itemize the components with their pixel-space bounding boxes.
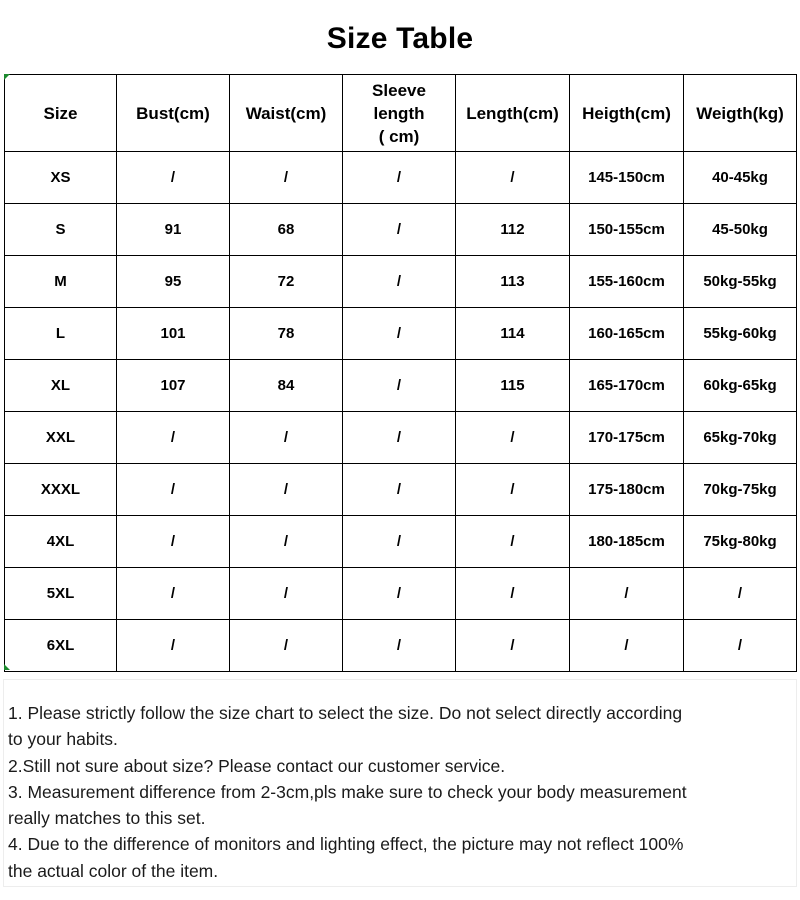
cell-height: / <box>570 568 684 620</box>
cell-length: / <box>456 412 570 464</box>
cell-size: XS <box>5 152 117 204</box>
cell-size: 5XL <box>5 568 117 620</box>
cell-waist: 84 <box>230 360 343 412</box>
header-sleeve-line-3: ( cm) <box>378 126 420 146</box>
cell-height: / <box>570 620 684 672</box>
page-title: Size Table <box>326 22 474 55</box>
cell-weight: 70kg-75kg <box>684 464 797 516</box>
header-sleeve-line-1: Sleeve <box>372 80 426 100</box>
cell-bust: 91 <box>117 204 230 256</box>
cell-sleeve: / <box>343 620 456 672</box>
size-table <box>4 74 797 672</box>
corner-accent-top <box>4 74 10 80</box>
table-row <box>5 360 797 412</box>
header-waist: Waist(cm) <box>230 75 343 152</box>
cell-sleeve: / <box>343 464 456 516</box>
cell-weight: 75kg-80kg <box>684 516 797 568</box>
cell-bust: 101 <box>117 308 230 360</box>
cell-weight: 65kg-70kg <box>684 412 797 464</box>
cell-length: / <box>456 152 570 204</box>
cell-waist: / <box>230 516 343 568</box>
table-row <box>5 412 797 464</box>
cell-waist: 78 <box>230 308 343 360</box>
note-2-line-1: 2.Still not sure about size? Please contact our customer service. <box>8 755 506 776</box>
table-row <box>5 308 797 360</box>
table-row <box>5 464 797 516</box>
table-row <box>5 152 797 204</box>
cell-length: 115 <box>456 360 570 412</box>
cell-waist: 72 <box>230 256 343 308</box>
cell-height: 165-170cm <box>570 360 684 412</box>
cell-length: 112 <box>456 204 570 256</box>
cell-bust: / <box>117 464 230 516</box>
cell-weight: / <box>684 568 797 620</box>
cell-size: 4XL <box>5 516 117 568</box>
note-3-line-1: 3. Measurement difference from 2-3cm,pls make sure to check your body measurement <box>8 781 687 802</box>
cell-bust: / <box>117 152 230 204</box>
cell-waist: 68 <box>230 204 343 256</box>
cell-length: / <box>456 516 570 568</box>
cell-waist: / <box>230 152 343 204</box>
cell-size: 6XL <box>5 620 117 672</box>
cell-bust: / <box>117 620 230 672</box>
header-sleeve-line-2: length <box>373 103 425 123</box>
note-4-line-2: the actual color of the item. <box>8 860 219 881</box>
cell-waist: / <box>230 464 343 516</box>
table-row <box>5 568 797 620</box>
corner-accent-bottom <box>4 664 10 670</box>
cell-sleeve: / <box>343 516 456 568</box>
cell-length: / <box>456 568 570 620</box>
cell-height: 150-155cm <box>570 204 684 256</box>
cell-sleeve: / <box>343 360 456 412</box>
note-1-line-2: to your habits. <box>8 729 118 750</box>
cell-size: S <box>5 204 117 256</box>
cell-height: 145-150cm <box>570 152 684 204</box>
cell-length: / <box>456 620 570 672</box>
cell-bust: / <box>117 516 230 568</box>
header-length: Length(cm) <box>456 75 570 152</box>
table-header-row <box>5 75 797 152</box>
cell-waist: / <box>230 568 343 620</box>
cell-bust: 95 <box>117 256 230 308</box>
cell-waist: / <box>230 620 343 672</box>
cell-weight: 45-50kg <box>684 204 797 256</box>
table-row <box>5 516 797 568</box>
cell-bust: / <box>117 568 230 620</box>
cell-sleeve: / <box>343 256 456 308</box>
cell-sleeve: / <box>343 204 456 256</box>
cell-bust: / <box>117 412 230 464</box>
cell-sleeve: / <box>343 568 456 620</box>
cell-sleeve: / <box>343 412 456 464</box>
cell-sleeve: / <box>343 152 456 204</box>
cell-weight: / <box>684 620 797 672</box>
cell-weight: 40-45kg <box>684 152 797 204</box>
note-4-line-1: 4. Due to the difference of monitors and lighting effect, the picture may not reflect 100% <box>8 834 684 855</box>
cell-size: M <box>5 256 117 308</box>
cell-size: L <box>5 308 117 360</box>
cell-weight: 60kg-65kg <box>684 360 797 412</box>
cell-height: 155-160cm <box>570 256 684 308</box>
header-weight: Weigth(kg) <box>684 75 797 152</box>
header-size: Size <box>5 75 117 152</box>
note-1-line-1: 1. Please strictly follow the size chart to select the size. Do not select directly according <box>8 703 683 723</box>
cell-size: XXL <box>5 412 117 464</box>
cell-weight: 50kg-55kg <box>684 256 797 308</box>
note-3-line-2: really matches to this set. <box>8 808 206 829</box>
cell-size: XXXL <box>5 464 117 516</box>
cell-height: 180-185cm <box>570 516 684 568</box>
table-row <box>5 204 797 256</box>
table-row <box>5 256 797 308</box>
notes <box>8 700 793 884</box>
cell-sleeve: / <box>343 308 456 360</box>
header-bust: Bust(cm) <box>117 75 230 152</box>
cell-length: / <box>456 464 570 516</box>
cell-height: 175-180cm <box>570 464 684 516</box>
cell-height: 160-165cm <box>570 308 684 360</box>
cell-height: 170-175cm <box>570 412 684 464</box>
cell-weight: 55kg-60kg <box>684 308 797 360</box>
cell-size: XL <box>5 360 117 412</box>
table-row <box>5 620 797 672</box>
header-height: Heigth(cm) <box>570 75 684 152</box>
header-sleeve-length <box>343 75 456 152</box>
table-body <box>5 152 797 672</box>
cell-length: 113 <box>456 256 570 308</box>
cell-length: 114 <box>456 308 570 360</box>
cell-waist: / <box>230 412 343 464</box>
cell-bust: 107 <box>117 360 230 412</box>
